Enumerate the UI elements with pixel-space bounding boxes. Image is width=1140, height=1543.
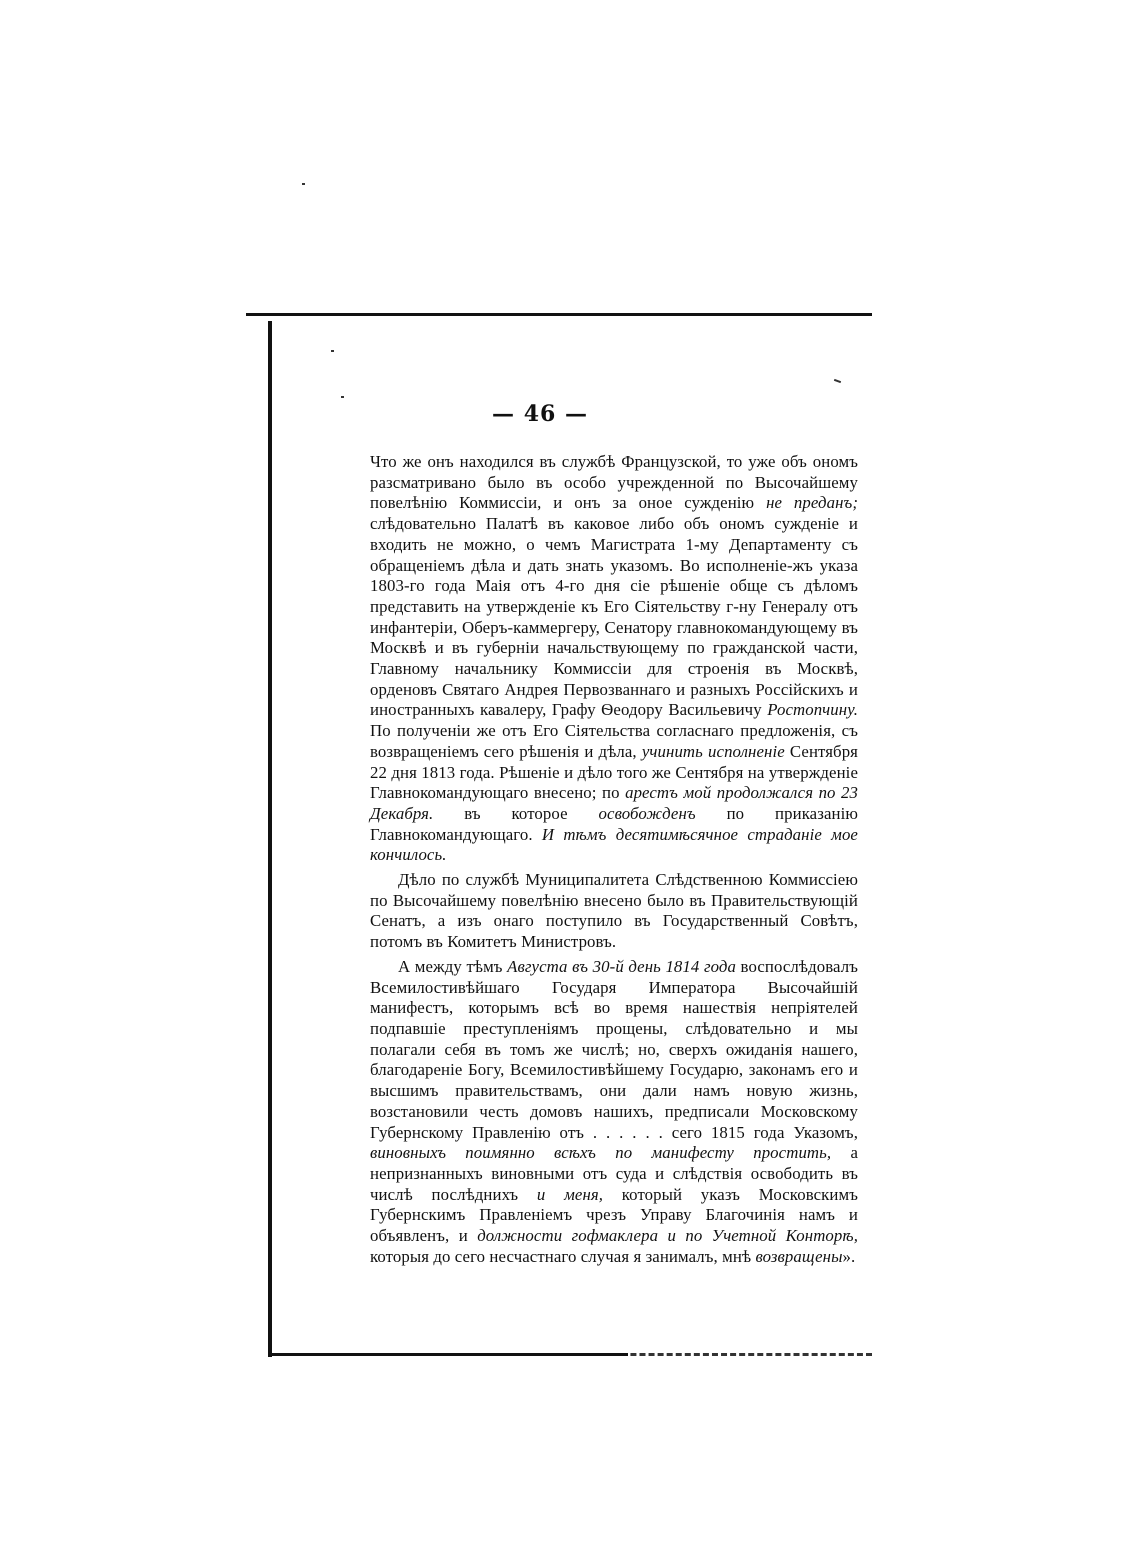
text-segment: который указъ Московскимъ Губернскимъ Правленіемъ чрезъ Управу Благочинія намъ и объявленъ, и [370,1184,858,1246]
italic-text-segment: возвращены [755,1246,843,1266]
page-number: — 46 — [492,401,588,427]
scan-speck [331,350,334,352]
italic-text-segment: учинить исполненіе [641,741,785,761]
paragraph [370,957,858,1268]
text-segment: А между тѣмъ [398,956,508,976]
italic-text-segment: освобожденъ [598,803,696,823]
paragraph [370,452,858,866]
text-segment: ». [842,1246,856,1266]
italic-text-segment: Ростопчину. [767,700,858,720]
italic-text-segment: и меня, [536,1184,604,1204]
text-segment: Сентября 22 дня 1813 года. Рѣшеніе и дѣло того же Сентября на утвержденіе Главнокомандующаго внесено; по [370,741,859,803]
paragraph [370,870,858,953]
text-segment: по приказанію Главнокомандующаго. [370,803,858,844]
italic-text-segment: должности гофмаклера и по Учетной Конторѣ, [477,1226,858,1246]
text-segment: а непризнанныхъ виновными отъ суда и слѣдствія освободить въ числѣ послѣднихъ [370,1143,858,1204]
italic-text-segment: арестъ мой продолжался по 23 Декабря. [370,783,859,823]
italic-text-segment: Августа въ 30-й день 1814 года [507,956,736,976]
text-segment: Что же онъ находился въ службѣ Французской, то уже объ ономъ разсматривано было въ особо учрежденной по Высочайшему повелѣнію Коммиссіи, и онъ за оное сужденію [370,452,858,513]
text-segment: въ которое [433,803,599,823]
italic-text-segment: И тѣмъ десятимѣсячное страданіе мое кончилось. [370,824,858,865]
text-segment: Дѣло по службѣ Муниципалитета Слѣдственною Коммиссіею по Высочайшему повелѣнію внесено было въ Правительствующій Сенатъ, а изъ онаго поступило въ Государственный Совѣтъ, потомъ въ Комитетъ Министровъ. [370,870,858,952]
italic-text-segment: не преданъ; [766,493,859,513]
text-segment: воспослѣдовалъ Всемилостивѣйшаго Государя Императора Высочайшій манифестъ, которымъ всѣ во время нашествія непріятелей подпавшіе преступленіямъ прощены, слѣдовательно и мы полагали себя въ томъ же числѣ; но, сверхъ ожиданія нашего, благодареніе Богу, Всемилостивѣйшему Государю, законамъ его и высшимъ правительствамъ, они дали намъ новую жизнь, возстановили честь домовъ нашихъ, предписали Московскому Губернскому Правленію отъ . . . . . . сего 1815 года Указомъ, [370,956,859,1142]
frame-left-rule [268,321,272,1357]
frame-bottom-rule-solid [268,1353,628,1356]
italic-text-segment: виновныхъ поимянно всѣхъ по манифесту простить, [370,1143,832,1163]
text-segment: слѣдовательно Палатѣ въ каковое либо объ ономъ сужденіе и входить не можно, о чемъ Магистрата 1-му Департаменту съ обращеніемъ дѣла и дать знать указомъ. Во исполненіе-жъ указа 1803-го года Маія отъ 4-го дня сіе рѣшеніе обще съ дѣломъ представить на утвержденіе къ Его Сіятельству г-ну Генералу отъ инфантеріи, Оберъ-каммергеру, Сенатору главнокомандующему въ Москвѣ и въ губерніи начальствующему по гражданской части, Главному начальнику Коммиссіи для строенія въ Москвѣ, орденовъ Святаго Андрея Первозваннаго и разныхъ Россійскихъ и иностранныхъ кавалеру, Графу Ѳеодору Васильевичу [370,514,858,720]
scan-speck [302,183,305,185]
scan-speck [341,396,344,398]
body-text [370,452,858,1267]
frame-top-rule [246,313,872,316]
text-segment: По полученіи же отъ Его Сіятельства согласнаго предложенія, съ возвращеніемъ сего рѣшенія и дѣла, [370,721,858,761]
text-segment: которыя до сего несчастнаго случая я занималъ, мнѣ [370,1246,756,1266]
